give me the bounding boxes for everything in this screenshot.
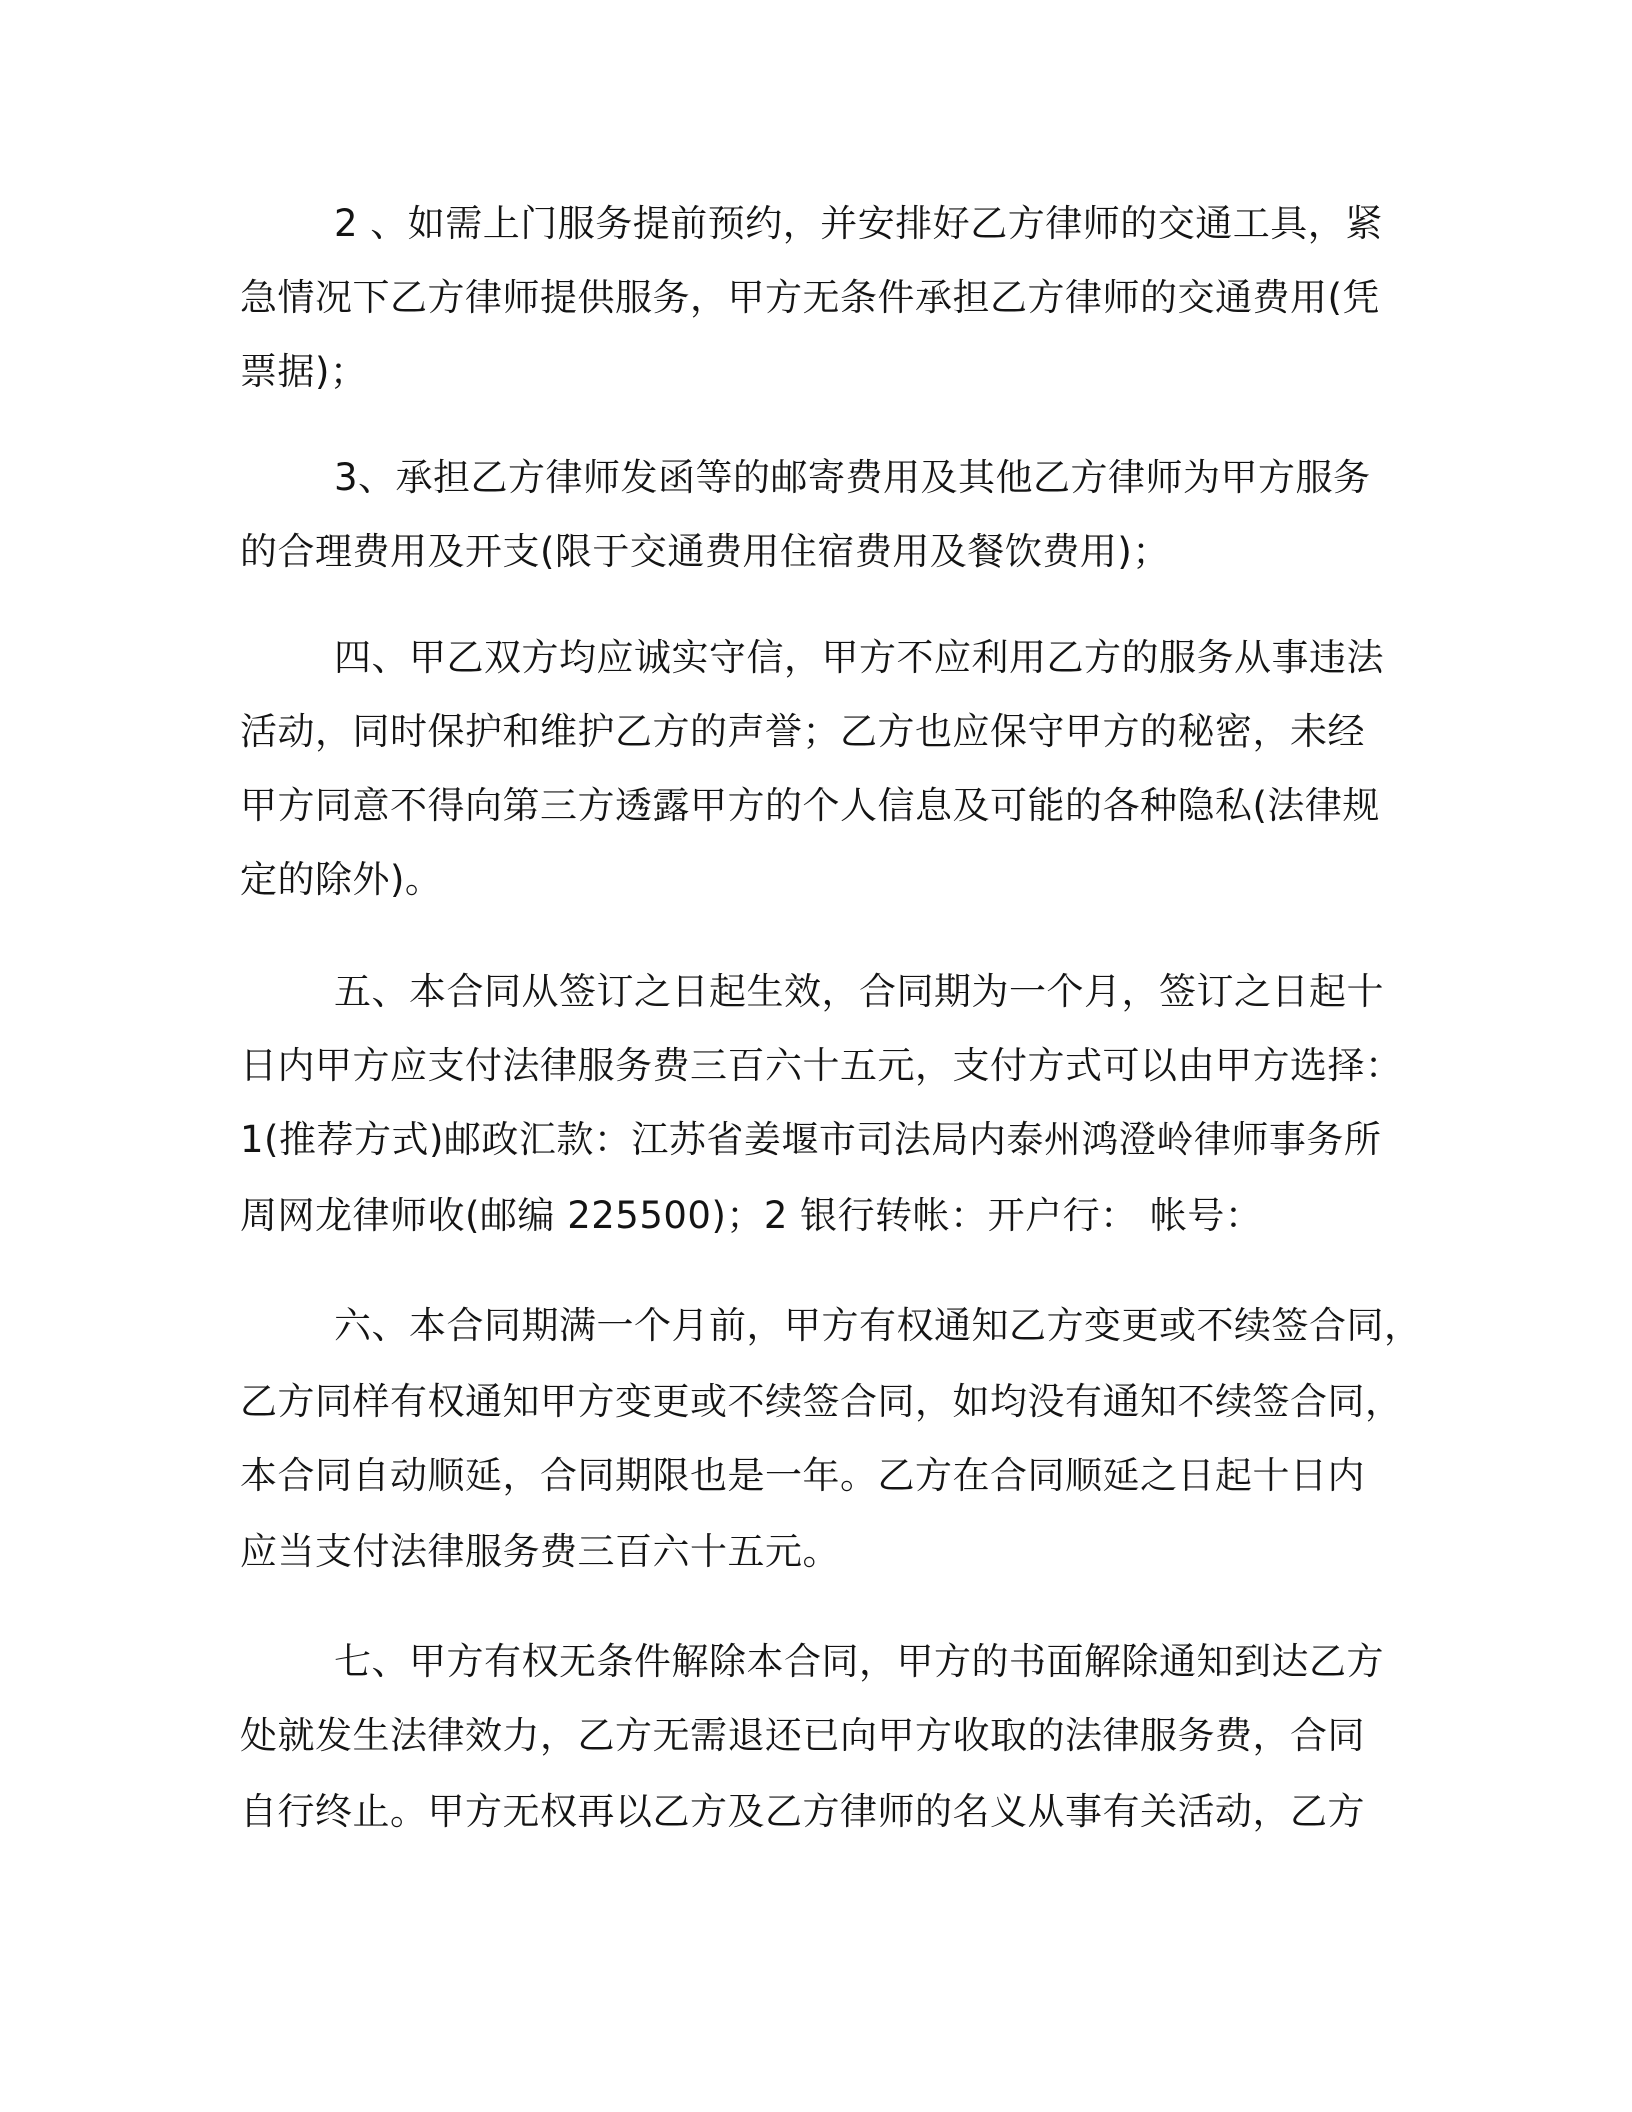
- paragraph-1-line-2: 急情况下乙方律师提供服务，甲方无条件承担乙方律师的交通费用(凭: [240, 276, 1380, 319]
- paragraph-2-line-2: 的合理费用及开支(限于交通费用住宿费用及餐饮费用)；: [240, 530, 1170, 573]
- paragraph-3-line-1: 四、甲乙双方均应诚实守信，甲方不应利用乙方的服务从事违法: [334, 636, 1384, 679]
- paragraph-5-line-2: 乙方同样有权通知甲方变更或不续签合同，如均没有通知不续签合同，: [240, 1380, 1403, 1423]
- paragraph-6-line-3: 自行终止。甲方无权再以乙方及乙方律师的名义从事有关活动，乙方: [240, 1790, 1365, 1833]
- paragraph-3-line-3: 甲方同意不得向第三方透露甲方的个人信息及可能的各种隐私(法律规: [240, 784, 1380, 827]
- paragraph-3-line-4: 定的除外)。: [240, 858, 443, 901]
- paragraph-4-line-3: 1(推荐方式)邮政汇款：江苏省姜堰市司法局内泰州鸿澄岭律师事务所: [240, 1118, 1382, 1161]
- paragraph-6-line-2: 处就发生法律效力，乙方无需退还已向甲方收取的法律服务费，合同: [240, 1714, 1365, 1757]
- paragraph-3-line-2: 活动，同时保护和维护乙方的声誉；乙方也应保守甲方的秘密，未经: [240, 710, 1365, 753]
- paragraph-4-line-2: 日内甲方应支付法律服务费三百六十五元，支付方式可以由甲方选择：: [240, 1044, 1403, 1087]
- paragraph-2-line-1: 3、承担乙方律师发函等的邮寄费用及其他乙方律师为甲方服务: [334, 456, 1371, 499]
- paragraph-5-line-4: 应当支付法律服务费三百六十五元。: [240, 1530, 840, 1573]
- paragraph-1-line-1: 2 、如需上门服务提前预约，并安排好乙方律师的交通工具，紧: [334, 202, 1383, 245]
- paragraph-1-line-3: 票据)；: [240, 350, 368, 393]
- paragraph-5-line-1: 六、本合同期满一个月前，甲方有权通知乙方变更或不续签合同，: [334, 1304, 1422, 1347]
- paragraph-5-line-3: 本合同自动顺延，合同期限也是一年。乙方在合同顺延之日起十日内: [240, 1454, 1365, 1497]
- paragraph-4-line-1: 五、本合同从签订之日起生效，合同期为一个月，签订之日起十: [334, 970, 1384, 1013]
- paragraph-6-line-1: 七、甲方有权无条件解除本合同，甲方的书面解除通知到达乙方: [334, 1640, 1384, 1683]
- paragraph-4-line-4: 周网龙律师收(邮编 225500)；2 银行转帐：开户行： 帐号：: [240, 1194, 1263, 1237]
